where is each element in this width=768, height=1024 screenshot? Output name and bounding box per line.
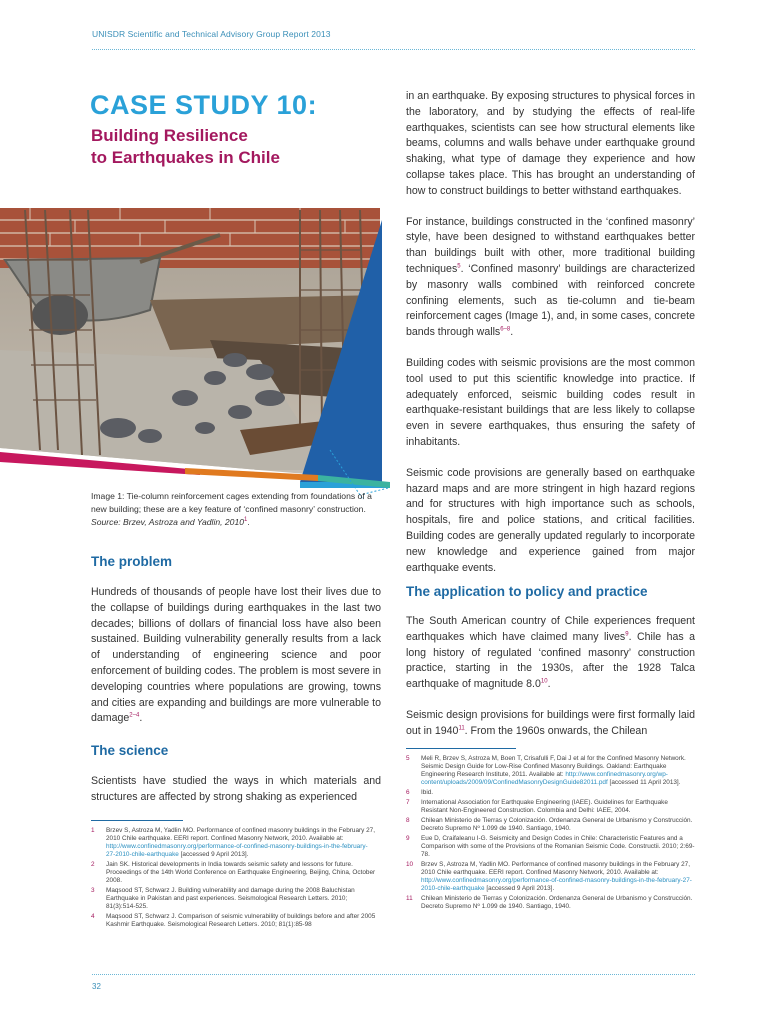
footnote-text: Ibid. [421, 789, 434, 796]
heading-science: The science [91, 743, 169, 758]
right-column-text: in an earthquake. By exposing structures to physical forces in the laboratory, and by studying the effects of real-life earthquakes, scientists can see how structural elements like beams, columns and walls behave under earthquake ground shaking, what type of damage they experience and how collapse takes place. This has brought an understanding of how to construct buildings to better withstand earthquakes. For instance, buildings constructed in the ‘confined masonry’ style, have been designed to withstand earthquakes better than buildings built with other, more traditional building techniques$^5$. ‘Confined masonry’ buildings are characterized by masonry walls combined with reinforced concrete confining elements, such as tie-column and tie-beam reinforcement cages (Image 1), and, in some cases, concrete bands through walls$^{6-8}$. Building codes with seismic provisions are the most common tool used to put this scientific knowledge into practice. If adequately enforced, seismic building codes result in earthquake-resistant buildings that are less likely to collapse even in severe earthquakes, thus ensuring the safety of inhabitants. Seismic code provisions are generally based on earthquake hazard maps and are more stringent in high hazard regions and for structures with high importance such as schools, hospitals, fire and police stations, and critical facilities. Building codes are generally updated regularly to incorporate new knowledge and experience gained from major earthquake events. [406, 90, 695, 574]
footnote-item [91, 861, 376, 885]
heading-policy: The application to policy and practice [406, 584, 648, 599]
footnote-text: Jain SK. Historical developments in India towards seismic safety and lessons for future. Proceedings of the 14th World Conference on Earthquake Engineering, Beijing, China, October 2008. [106, 861, 376, 884]
footnote-item [406, 817, 695, 833]
footnote-text: Chilean Ministerio de Tierras y Colonización. Ordenanza General de Urbanismo y Construcción. Decreto Supremo Nº 1.099 de 1940. Santiago, 1940. [421, 895, 693, 910]
footnote-divider-left [91, 820, 183, 821]
footnote-number: 5 [406, 755, 410, 762]
image-caption: Image 1: Tie-column reinforcement cages extending from foundations of a new building; these are a key feature of ‘confined masonry’ construction. Source: Brzev, Astroza and Yadlin, 2010$^1$. [91, 491, 372, 527]
footnote-item [406, 789, 695, 797]
footnote-number: 7 [406, 799, 410, 806]
footer-divider [92, 974, 695, 975]
footnote-link[interactable]: http://www.confinedmasonry.org/performance-of-confined-masonry-buildings-in-the-february-27-2010-chile-earthquake [421, 877, 692, 892]
construction-photo [0, 200, 400, 500]
footnote-number: 3 [91, 887, 95, 894]
footnote-number: 9 [406, 835, 410, 842]
page-number: 32 [92, 982, 101, 991]
footnote-number: 11 [406, 895, 413, 902]
footnote-link[interactable]: http://www.confinedmasonry.org/wp-content/uploads/2009/09/ConfinedMasonryDesignGuide82011.pdf [421, 771, 668, 786]
footnote-number: 8 [406, 817, 410, 824]
footnote-link[interactable]: http://www.confinedmasonry.org/performance-of-confined-masonry-buildings-in-the-february-27-2010-chile-earthquake [106, 843, 368, 858]
footnote-item [406, 861, 695, 893]
footnotes-left [91, 827, 376, 931]
footnote-text: Chilean Ministerio de Tierras y Colonización. Ordenanza General de Urbanismo y Construcción. Decreto Supremo Nº 1.099 de 1940. Santiago, 1940. [421, 817, 693, 832]
footnote-number: 4 [91, 913, 95, 920]
heading-problem: The problem [91, 554, 173, 569]
science-text: Scientists have studied the ways in which materials and structures are affected by strong shaking as experienced [91, 775, 381, 803]
footnotes-right [406, 755, 695, 913]
footnote-text: Eue D, Craifaleanu I-G. Seismicity and Design Codes in Chile: Characteristic Features and a Comparison with some of the Provisions of the Romanian Seismic Code. Constructii. 2010; 2:69-78. [421, 835, 695, 858]
subtitle-line-1: Building Resilience [91, 126, 248, 145]
footnote-text: Maqsood ST, Schwarz J. Comparison of seismic vulnerability of buildings before and after 2005 Kashmir Earthquake. Seismological Research Letters. 2010; 81(1):85-98 [106, 913, 376, 928]
footnote-divider-right [406, 748, 516, 749]
footnote-number: 6 [406, 789, 410, 796]
footnote-item [91, 887, 376, 911]
footnote-text: Maqsood ST, Schwarz J. Building vulnerability and damage during the 2008 Baluchistan Earthquake in Pakistan and past experiences. Seismological Research Letters. 2010; 81(3):514-525. [106, 887, 355, 910]
footnote-item [406, 895, 695, 911]
case-study-subtitle [91, 125, 351, 169]
policy-text: The South American country of Chile experiences frequent earthquakes which have claimed many lives$^9$. Chile has a long history of regulated ‘confined masonry’ construction practice, starting in the 1930s, after the 1928 Talca earthquake of magnitude $8.0^{10}$. Seismic design provisions for buildings were first formally laid out in 1940$^{11}$. From the 1960s onwards, the Chilean [406, 615, 695, 737]
footnote-item [406, 799, 695, 815]
problem-text: Hundreds of thousands of people have lost their lives due to the collapse of buildings during earthquakes in the last two decades; billions of dollars of financial loss have also been sustained. Building vulnerability generally results from a lack of understanding of engineering science and poor enforcement of building codes. The problem is most severe in developing countries where populations are growing, towns and cities are expanding and buildings are more vulnerable to damage$^{2-4}$. [91, 586, 381, 725]
case-study-title: CASE STUDY 10: [90, 90, 318, 120]
subtitle-line-2: to Earthquakes in Chile [91, 148, 280, 167]
report-header: UNISDR Scientific and Technical Advisory Group Report 2013 [92, 29, 331, 39]
footnote-item [91, 827, 376, 859]
caption-ref: 1 [244, 517, 248, 524]
footnote-item [406, 835, 695, 859]
footnote-text: Brzev S, Astroza M, Yadlin MO. Performance of confined masonry buildings in the February 27, 2010 Chile earthquake. EERI report. Confined Masonry Network, 2010. Available at: http://www.confinedmasonry.org/performance-of-confined-masonry-buildings-in-the-february-27-2010-chile-earthquake [accessed 9 April 2013]. [106, 827, 376, 858]
footnote-item [406, 755, 695, 787]
footnote-text: International Association for Earthquake Engineering (IAEE). Guidelines for Earthquake Resistant Non-Engineered Construction. Colombia and Delhi: IAEE, 2004. [421, 799, 668, 814]
footnote-text: Brzev S, Astroza M, Yadlin MO. Performance of confined masonry buildings in the February 27, 2010 Chile earthquake. EERI report. Confined Masonry Network, 2010. Available at: http://www.confinedmasonry.org/performance-of-confined-masonry-buildings-in-the-february-27-2010-chile-earthquake [accessed 9 April 2013]. [421, 861, 692, 892]
caption-source: Source: Brzev, Astroza and Yadlin, 2010 [91, 517, 245, 527]
footnote-text: Meli R, Brzev S, Astroza M, Boen T, Crisafulli F, Dai J et al for the Confined Masonry Network. Seismic Design Guide for Low-Rise Confined Masonry Buildings. Oakland: Earthquake Engineering Research Institute, 2011. Available at: http://www.confinedmasonry.org/wp-content/uploads/2009/09/ConfinedMasonryDesignGuide82011.pdf [accessed 11 April 2013]. [421, 755, 686, 786]
caption-text: Image 1: Tie-column reinforcement cages extending from foundations of a new building; these are a key feature of ‘confined masonry’ construction. [91, 491, 372, 514]
footnote-item [91, 913, 376, 929]
footnote-number: 1 [91, 827, 95, 834]
footnote-number: 2 [91, 861, 95, 868]
footnote-number: 10 [406, 861, 414, 868]
header-divider [92, 49, 695, 50]
